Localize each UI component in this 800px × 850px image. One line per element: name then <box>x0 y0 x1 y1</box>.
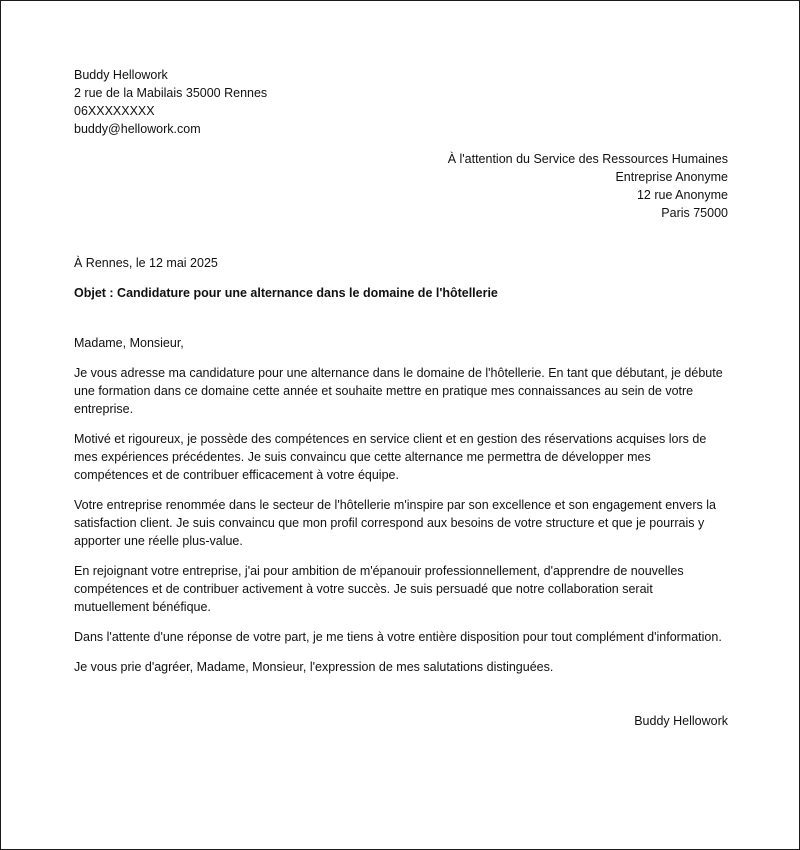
sender-phone: 06XXXXXXXX <box>74 104 155 118</box>
salutation: Madame, Monsieur, <box>74 336 184 350</box>
sender-address: 2 rue de la Mabilais 35000 Rennes <box>74 86 268 100</box>
body-paragraph-3: Votre entreprise renommée dans le secteur de l'hôtellerie m'inspire par son excellence et son engagement envers la satisfaction client. Je suis convaincu que mon profil correspond aux besoins de votre structure et que je pourrais y apporter une réelle plus-value. <box>74 498 716 548</box>
recipient-street: 12 rue Anonyme <box>636 188 728 202</box>
recipient-attention: À l'attention du Service des Ressources Humaines <box>447 152 728 166</box>
body-paragraph-1: Je vous adresse ma candidature pour une alternance dans le domaine de l'hôtellerie. En tant que débutant, je débute une formation dans ce domaine cette année et souhaite mettre en pratique mes connaissances au sein de votre entreprise. <box>74 366 723 416</box>
sender-email: buddy@hellowork.com <box>74 122 201 136</box>
closing-paragraph: Je vous prie d'agréer, Madame, Monsieur, l'expression de mes salutations distinguées. <box>74 660 554 674</box>
recipient-block <box>74 150 728 222</box>
signature: Buddy Hellowork <box>634 714 728 728</box>
body-paragraph-2: Motivé et rigoureux, je possède des compétences en service client et en gestion des réservations acquises lors de mes expériences précédentes. Je suis convaincu que cette alternance me permettra de développer mes compétences et de contribuer efficacement à votre équipe. <box>74 432 707 482</box>
sender-block <box>74 66 728 138</box>
date-line: À Rennes, le 12 mai 2025 <box>74 256 218 270</box>
letter-content <box>74 66 728 730</box>
body-paragraph-5: Dans l'attente d'une réponse de votre part, je me tiens à votre entière disposition pour tout complément d'information. <box>74 630 722 644</box>
recipient-city: Paris 75000 <box>661 206 728 220</box>
recipient-company: Entreprise Anonyme <box>615 170 728 184</box>
subject-line: Objet : Candidature pour une alternance dans le domaine de l'hôtellerie <box>74 286 498 300</box>
sender-name: Buddy Hellowork <box>74 68 168 82</box>
body-paragraph-4: En rejoignant votre entreprise, j'ai pour ambition de m'épanouir professionnellement, d'apprendre de nouvelles compétences et de contribuer activement à votre succès. Je suis persuadé que notre collaboration serait mutuellement bénéfique. <box>74 564 684 614</box>
